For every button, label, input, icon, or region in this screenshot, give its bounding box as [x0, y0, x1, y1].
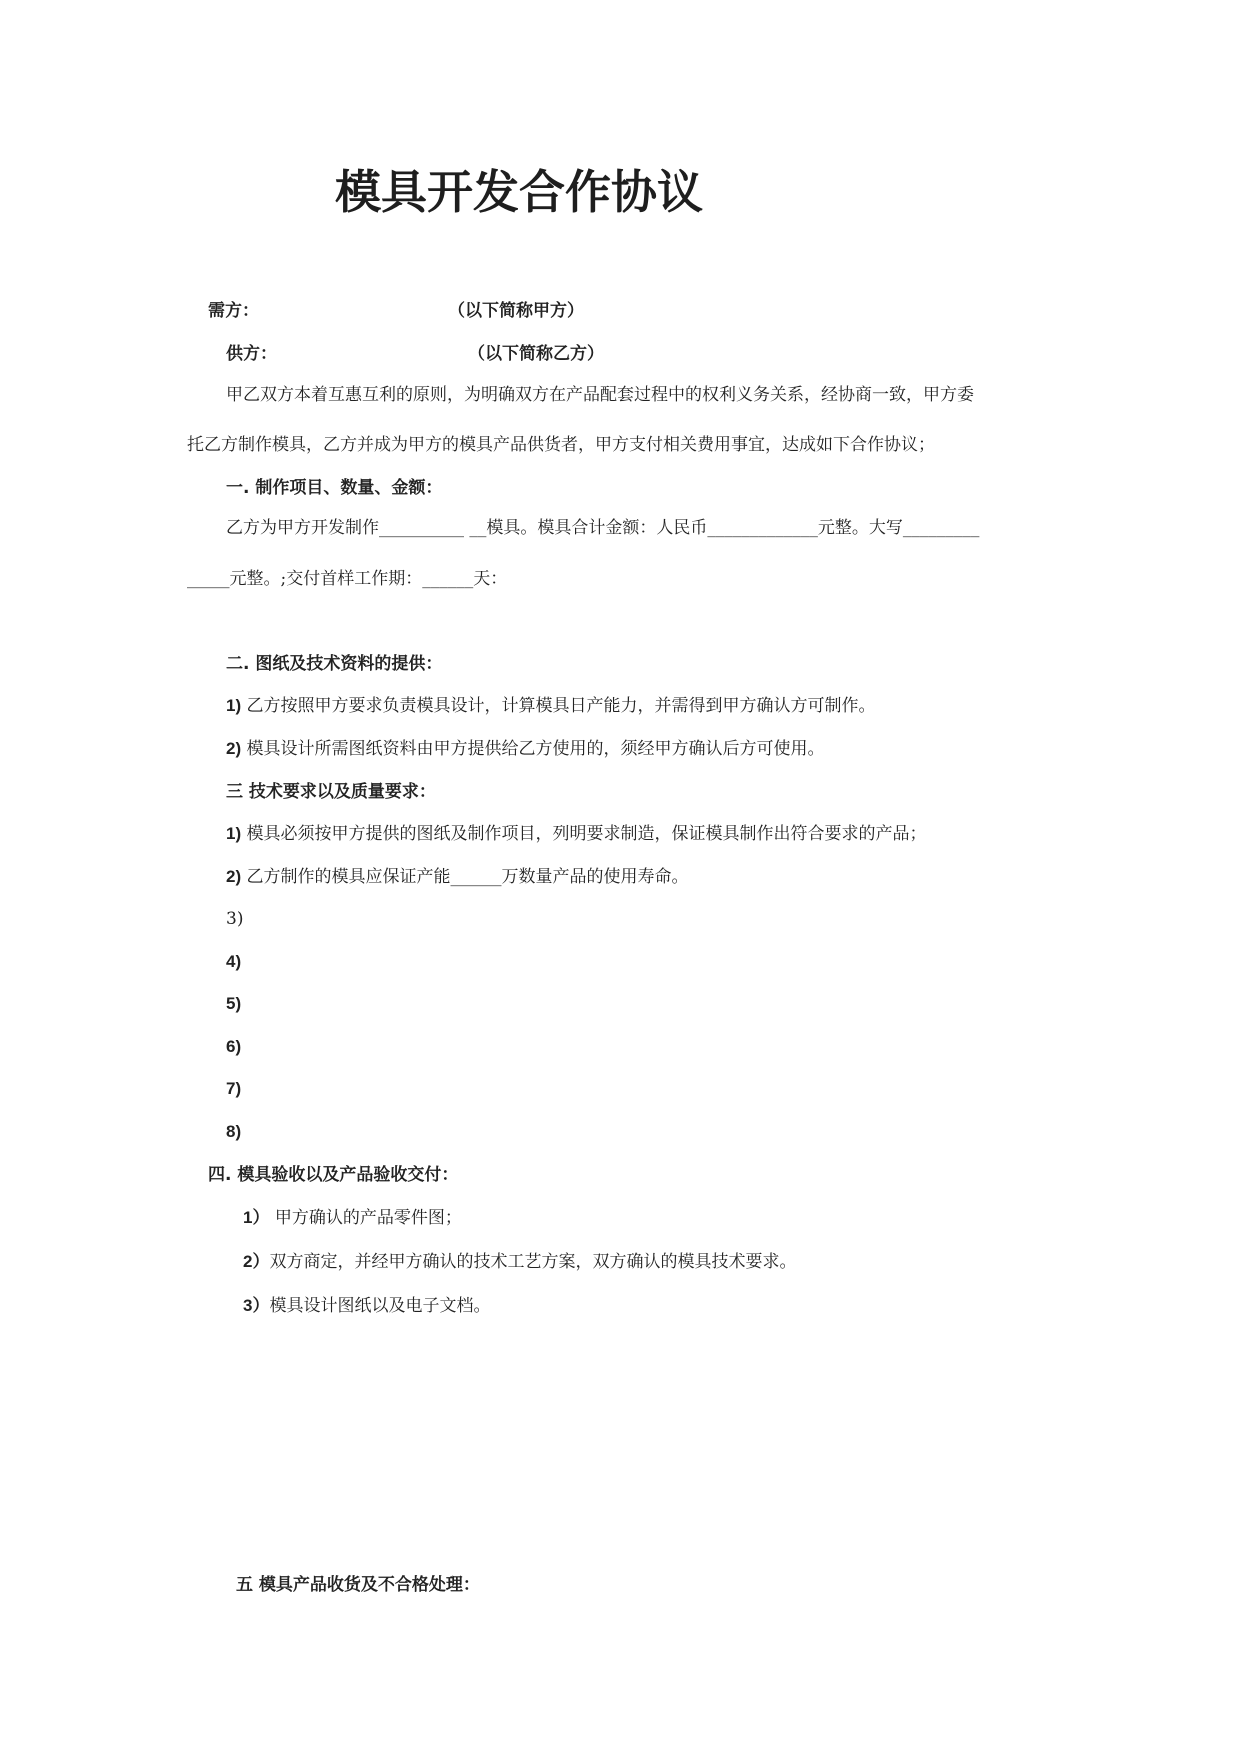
item-number: 5) [226, 994, 242, 1013]
item-number: 8) [226, 1122, 242, 1141]
supplier-label: 供方： [226, 344, 277, 364]
section-3-item [226, 865, 689, 889]
item-number: 1) [226, 824, 242, 843]
intro-line-1: 甲乙双方本着互惠互利的原则，为明确双方在产品配套过程中的权利义务关系，经协商一致，甲方委 [226, 385, 974, 405]
item-number: 4) [226, 952, 242, 971]
section-3-item [226, 1035, 241, 1059]
section-3-item [226, 1077, 241, 1101]
section-3-item [226, 1120, 241, 1144]
section-1-line-2: _____元整。;交付首样工作期：______天： [187, 569, 508, 589]
item-number: 6) [226, 1037, 242, 1056]
item-text: 乙方按照甲方要求负责模具设计，计算模具日产能力，并需得到甲方确认方可制作。 [241, 696, 876, 716]
section-3-item [226, 992, 241, 1016]
supplier-note: （以下简称乙方） [468, 344, 604, 364]
section-2-item [226, 694, 876, 718]
item-text: 双方商定，并经甲方确认的技术工艺方案，双方确认的模具技术要求。 [269, 1252, 797, 1272]
item-number: 7) [226, 1079, 242, 1098]
item-text: 模具必须按甲方提供的图纸及制作项目，列明要求制造，保证模具制作出符合要求的产品； [241, 824, 927, 844]
item-text: 甲方确认的产品零件图； [269, 1208, 462, 1228]
document-title: 模具开发合作协议 [335, 165, 703, 219]
section-4-item [243, 1294, 490, 1318]
section-1-heading: 一. 制作项目、数量、金额： [226, 478, 443, 498]
item-number: 1） [243, 1208, 270, 1227]
section-4-item [243, 1250, 796, 1274]
item-text: 乙方制作的模具应保证产能______万数量产品的使用寿命。 [241, 867, 689, 887]
item-number: 1) [226, 696, 242, 715]
item-number: 2) [226, 739, 242, 758]
section-2-item [226, 737, 825, 761]
buyer-note: （以下简称甲方） [448, 301, 584, 321]
item-number: 2) [226, 867, 242, 886]
section-3-item [226, 822, 927, 846]
item-number: 3） [243, 1296, 270, 1315]
intro-line-2: 托乙方制作模具，乙方并成为甲方的模具产品供货者，甲方支付相关费用事宜，达成如下合作协议； [187, 435, 935, 455]
section-3-item [226, 907, 243, 931]
section-4-heading: 四. 模具验收以及产品验收交付： [208, 1165, 459, 1185]
item-text: 模具设计所需图纸资料由甲方提供给乙方使用的，须经甲方确认后方可使用。 [241, 739, 825, 759]
item-number: 2） [243, 1252, 270, 1271]
section-3-item [226, 950, 241, 974]
section-4-item [243, 1206, 462, 1230]
item-text: 模具设计图纸以及电子文档。 [269, 1296, 491, 1316]
item-number: 3) [226, 909, 244, 929]
buyer-label: 需方： [208, 301, 259, 321]
section-5-heading: 五 模具产品收货及不合格处理： [236, 1575, 480, 1595]
section-3-heading: 三 技术要求以及质量要求： [226, 782, 436, 802]
section-2-heading: 二. 图纸及技术资料的提供： [226, 654, 443, 674]
section-1-line-1: 乙方为甲方开发制作__________ __模具。模具合计金额：人民币_____________元整。大写_________ [226, 518, 980, 538]
